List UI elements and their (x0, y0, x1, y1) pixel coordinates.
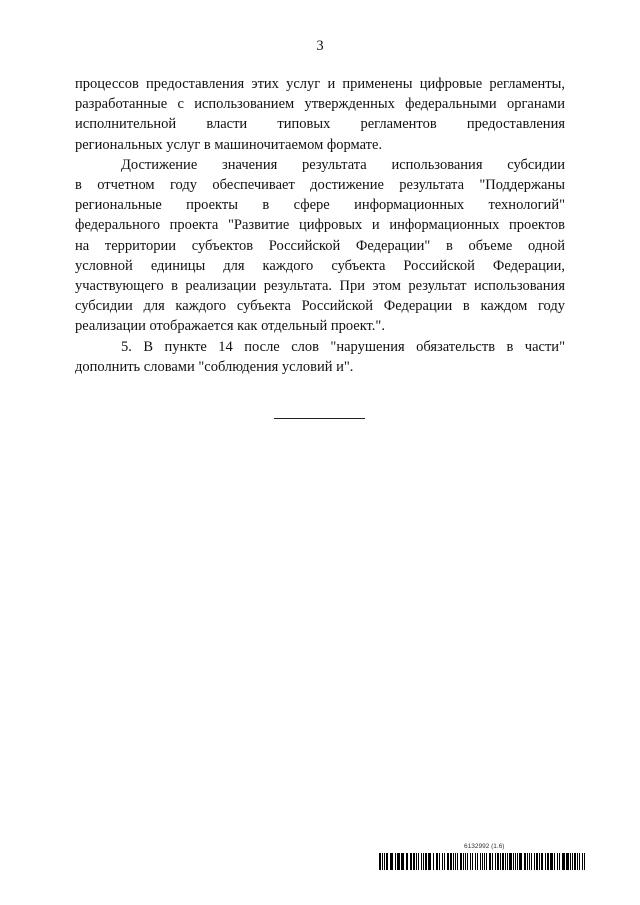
paragraph-1 (75, 74, 565, 155)
text-line: 5. В пункте 14 после слов "нарушения обязательств в части" (121, 338, 565, 355)
paragraph-2 (75, 155, 565, 337)
paragraph-3 (75, 337, 565, 377)
text-line: на территории субъектов Российской Федерации" в объеме одной (75, 237, 565, 254)
end-separator-line (274, 418, 365, 419)
text-line: реализации отображается как отдельный проект.". (75, 318, 385, 335)
text-line: процессов предоставления этих услуг и применены цифровые регламенты, (75, 76, 565, 92)
text-line: региональные проекты в сфере информационных технологий" (75, 197, 565, 214)
text-line: региональных услуг в машиночитаемом формате. (75, 136, 383, 153)
text-line: дополнить словами "соблюдения условий и". (75, 358, 354, 375)
text-line: федерального проекта "Развитие цифровых и информационных проектов (75, 217, 565, 234)
text-line: субсидии для каждого субъекта Российской Федерации в каждом году (75, 298, 565, 315)
document-code: 6132992 (1.6) (464, 843, 505, 850)
text-line: разработанные с использованием утвержденных федеральными органами (75, 96, 565, 113)
text-line: исполнительной власти типовых регламентов предоставления (75, 116, 565, 133)
text-line: в отчетном году обеспечивает достижение результата "Поддержаны (75, 177, 565, 194)
text-line: условной единицы для каждого субъекта Российской Федерации, (75, 257, 565, 274)
page-number: 3 (316, 38, 324, 54)
text-line: участвующего в реализации результата. При этом результат использования (75, 278, 565, 295)
text-line: Достижение значения результата использования субсидии (121, 156, 565, 173)
document-body (75, 74, 565, 377)
barcode-icon (379, 853, 585, 870)
